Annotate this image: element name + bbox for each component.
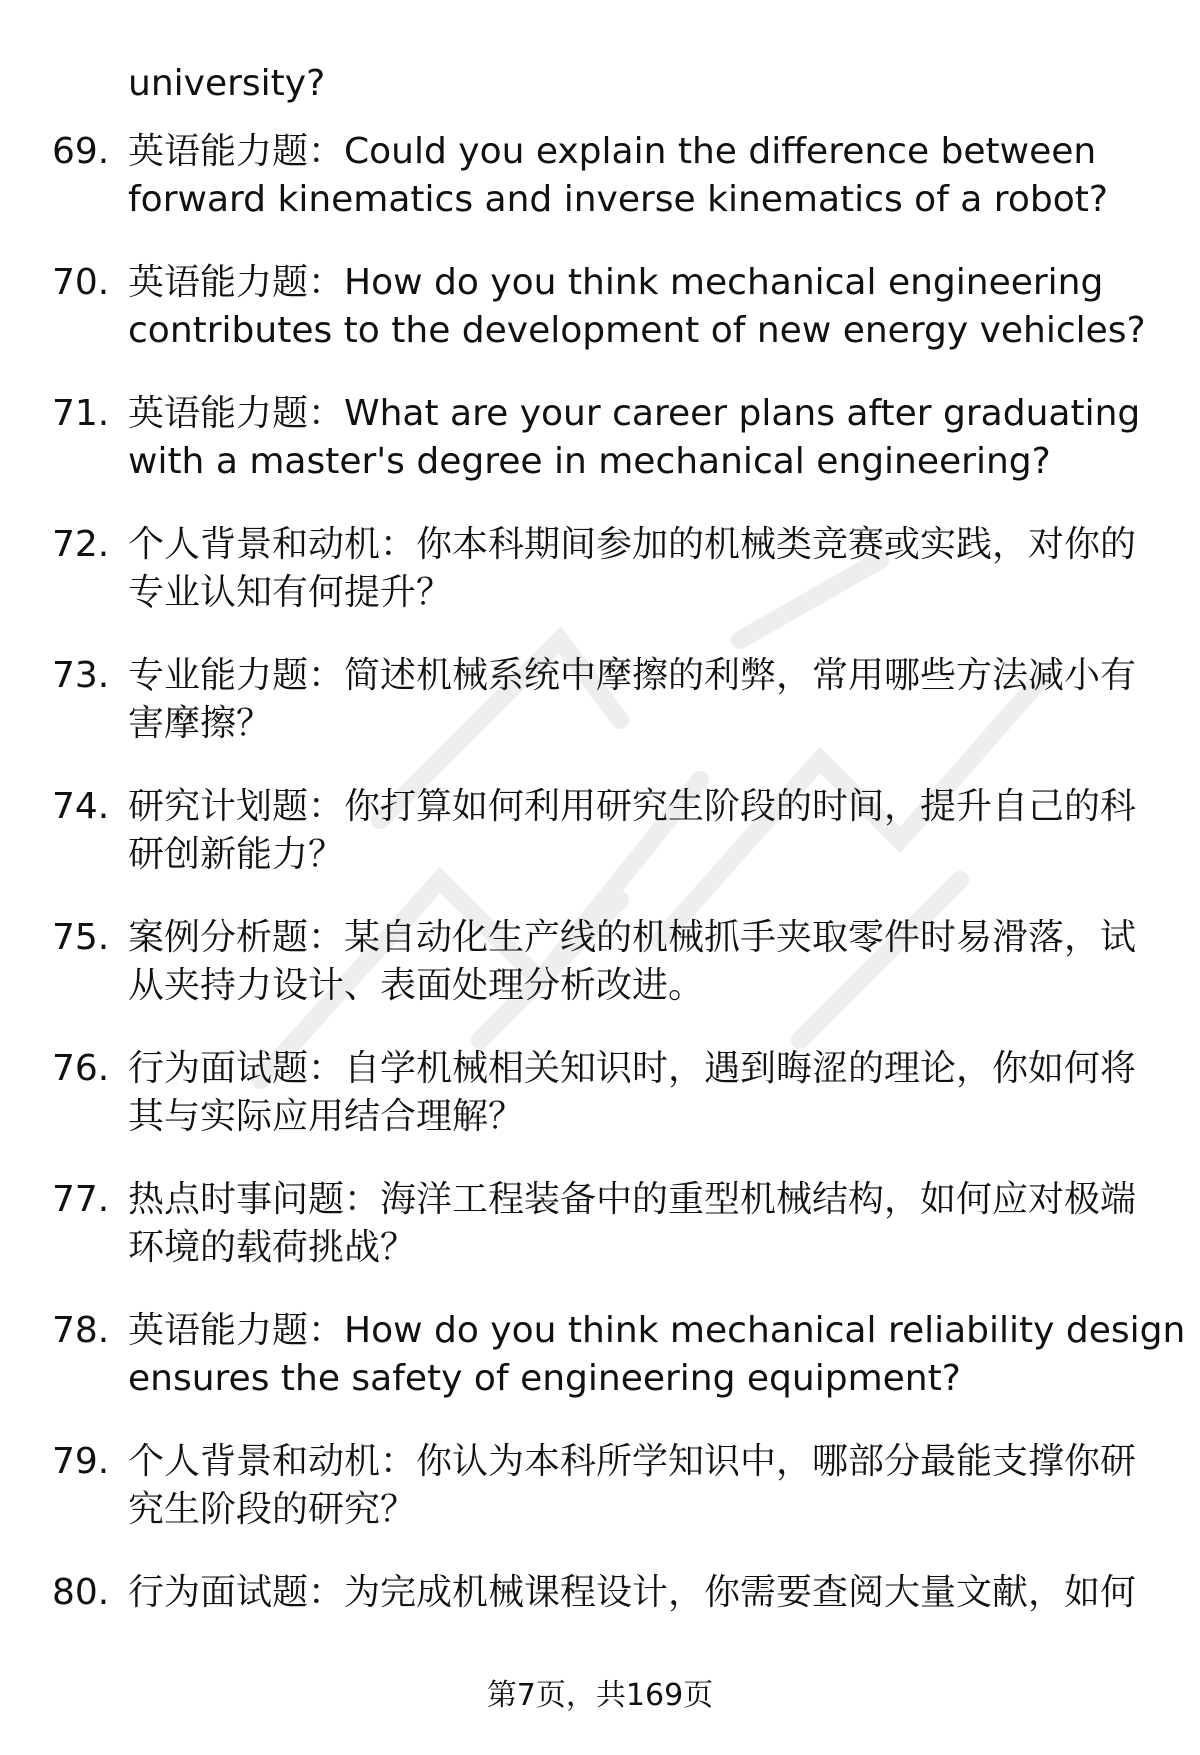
item-text-line: contributes to the development of new energy vehicles? xyxy=(128,310,1146,351)
item-number: 70. xyxy=(52,262,110,303)
item-text-line: 行为面试题：自学机械相关知识时，遇到晦涩的理论，你如何将 xyxy=(128,1048,1137,1089)
item-text-line: 究生阶段的研究？ xyxy=(128,1489,417,1530)
item-number: 72. xyxy=(52,524,110,565)
item-text-line: 英语能力题：Could you explain the difference between xyxy=(128,131,1097,172)
item-text-line: 专业认知有何提升？ xyxy=(128,572,453,613)
item-number: 80. xyxy=(52,1572,110,1613)
continuation-line: university? xyxy=(128,63,326,104)
item-text-line: 案例分析题：某自动化生产线的机械抓手夹取零件时易滑落，试 xyxy=(128,917,1137,958)
item-number: 74. xyxy=(52,786,110,827)
item-text-line: 环境的载荷挑战？ xyxy=(128,1227,417,1268)
item-text-line: 个人背景和动机：你认为本科所学知识中，哪部分最能支撑你研 xyxy=(128,1441,1137,1482)
item-number: 78. xyxy=(52,1310,110,1351)
item-number: 75. xyxy=(52,917,110,958)
item-text-line: 害摩擦？ xyxy=(128,703,273,744)
item-text-line: 从夹持力设计、表面处理分析改进。 xyxy=(128,965,705,1006)
item-number: 79. xyxy=(52,1441,110,1482)
item-number: 76. xyxy=(52,1048,110,1089)
item-text-line: 研究计划题：你打算如何利用研究生阶段的时间，提升自己的科 xyxy=(128,786,1137,827)
item-text-line: 其与实际应用结合理解？ xyxy=(128,1096,525,1137)
item-text-line: 专业能力题：简述机械系统中摩擦的利弊，常用哪些方法减小有 xyxy=(128,655,1137,696)
item-text-line: ensures the safety of engineering equipment? xyxy=(128,1358,961,1399)
item-text-line: with a master's degree in mechanical engineering? xyxy=(128,441,1051,482)
item-text-line: 英语能力题：How do you think mechanical reliability design xyxy=(128,1310,1186,1351)
item-number: 77. xyxy=(52,1179,110,1220)
item-text-line: 行为面试题：为完成机械课程设计，你需要查阅大量文献，如何 xyxy=(128,1572,1137,1613)
item-number: 73. xyxy=(52,655,110,696)
item-text-line: 英语能力题：What are your career plans after graduating xyxy=(128,393,1141,434)
item-text-line: forward kinematics and inverse kinematics of a robot? xyxy=(128,179,1108,220)
item-text-line: 热点时事问题：海洋工程装备中的重型机械结构，如何应对极端 xyxy=(128,1179,1137,1220)
item-number: 69. xyxy=(52,131,110,172)
item-text-line: 研创新能力？ xyxy=(128,834,345,875)
item-number: 71. xyxy=(52,393,110,434)
item-text-line: 个人背景和动机：你本科期间参加的机械类竞赛或实践，对你的 xyxy=(128,524,1137,565)
page-number-footer: 第7页，共169页 xyxy=(486,1678,714,1713)
item-text-line: 英语能力题：How do you think mechanical engineering xyxy=(128,262,1104,303)
